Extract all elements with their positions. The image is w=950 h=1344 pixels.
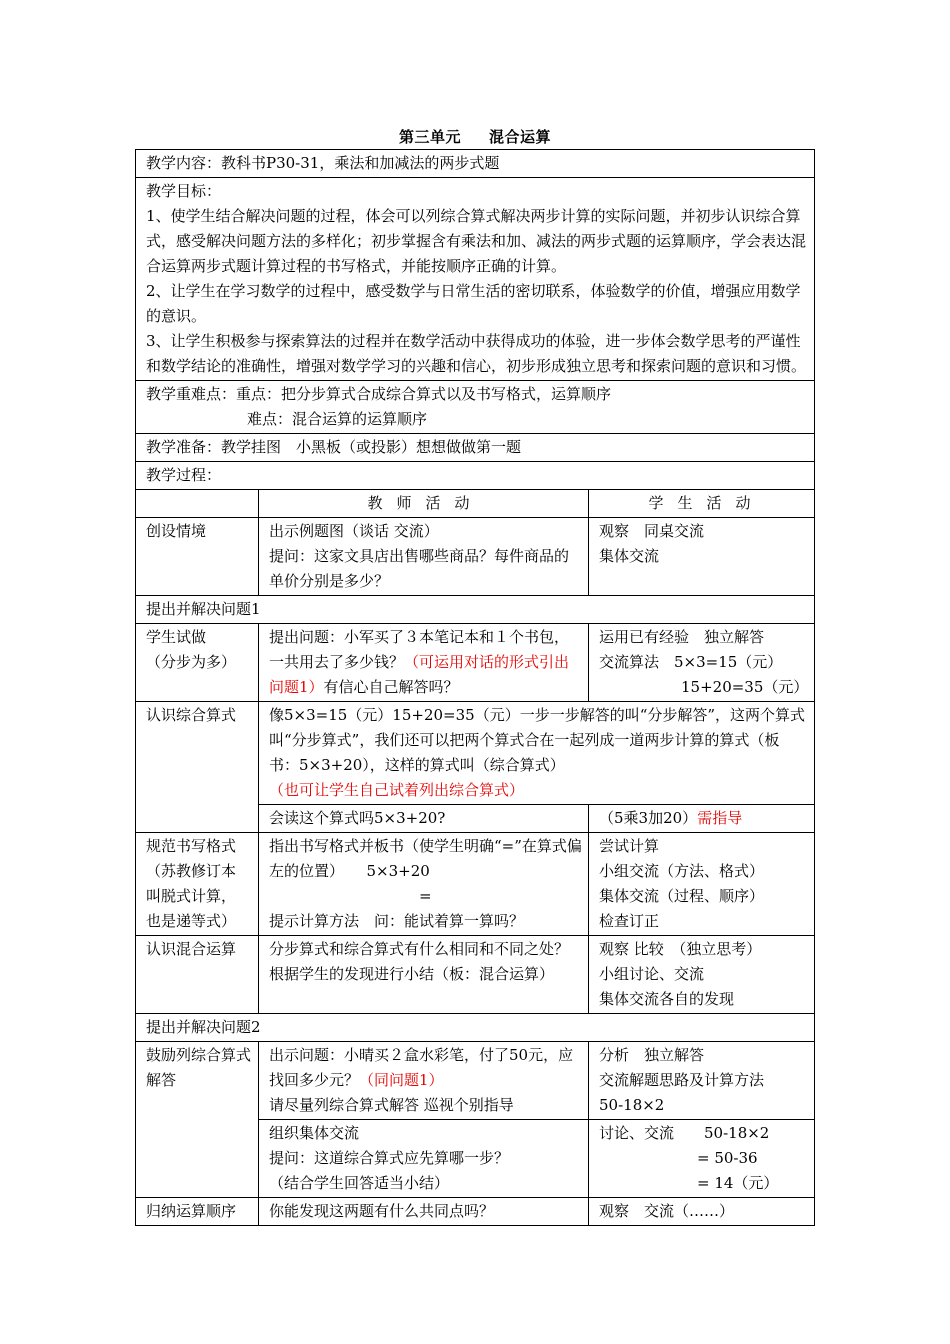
- teacher-activity: 提示计算方法 问：能试着算一算吗？: [269, 912, 525, 930]
- prep-text: 教学准备：教学挂图 小黑板（或投影）想想做做第一题: [146, 438, 522, 456]
- student-activity: 交流算法 5×3=15（元）: [599, 653, 783, 671]
- key-point-line: 教学重难点：重点：把分步算式合成综合算式以及书写格式，运算顺序: [146, 385, 612, 403]
- problem-heading: 提出并解决问题2: [146, 1018, 261, 1036]
- student-activity: = 50-36: [697, 1149, 758, 1167]
- difficulty-line: 难点：混合运算的运算顺序: [247, 410, 428, 428]
- student-header: 学生活动: [648, 494, 765, 512]
- section-label: 叫脱式计算，: [146, 887, 237, 905]
- content-row: [135, 149, 815, 178]
- teacher-activity: 出示例题图（谈话 交流）: [269, 522, 439, 540]
- unit-topic: 混合运算: [489, 128, 552, 146]
- teacher-activity: 根据学生的发现进行小结（板：混合运算）: [269, 965, 555, 983]
- section-label: 创设情境: [136, 518, 259, 595]
- lesson-plan-table: [135, 149, 815, 1226]
- teacher-activity: 出示问题：小晴买２盒水彩笔，付了50元，应找回多少元？（同问题1）: [269, 1046, 574, 1089]
- goals-heading: 教学目标：: [146, 182, 222, 200]
- section-label: 也是递等式）: [146, 912, 237, 930]
- section-label: （分步为多）: [146, 653, 237, 671]
- section-label: 归纳运算顺序: [136, 1198, 259, 1225]
- section-label: 认识混合运算: [136, 936, 259, 1013]
- student-activity: 观察 比较 （独立思考）: [599, 940, 762, 958]
- goal-item-3: 3、让学生积极参与探索算法的过程并在数学活动中获得成功的体验，进一步体会数学思考的严谨性和数学结论的准确性，增强对数学学习的兴趣和信心，初步形成独立思考和探索问题的意识和习惯。: [146, 332, 807, 375]
- teacher-header: 教师活动: [259, 490, 589, 517]
- section-row: [135, 1042, 815, 1198]
- section-label: 认识综合算式: [136, 702, 259, 832]
- key-points-row: [135, 381, 815, 434]
- goals-row: [135, 178, 815, 381]
- teacher-activity: 会读这个算式吗5×3+20?: [259, 805, 589, 832]
- section-label: （苏教修订本: [146, 862, 237, 880]
- student-activity: 检查订正: [599, 912, 660, 930]
- formula-line: =: [419, 887, 432, 905]
- goal-item-1: 1、使学生结合解决问题的过程，体会可以列综合算式解决两步计算的实际问题，并初步认识综合算式，感受解决问题方法的多样化；初步掌握含有乘法和加、减法的两步式题的运算顺序，学会表达混合运算两步式题计算过程的书写格式，并能按顺序正确的计算。: [146, 207, 807, 275]
- teacher-activity: 提出问题：小军买了３本笔记本和１个书包，一共用去了多少钱？（可运用对话的形式引出问题1）有信心自己解答吗？: [269, 628, 570, 696]
- student-activity: 集体交流各自的发现: [599, 990, 735, 1008]
- teacher-activity: 指出书写格式并板书（使学生明确“=”在算式偏左的位置） 5×3+20: [269, 837, 582, 880]
- content-text: 教学内容：教科书P30-31，乘法和加减法的两步式题: [146, 154, 500, 172]
- teacher-activity: （结合学生回答适当小结）: [269, 1174, 450, 1192]
- student-activity: 15+20=35（元）: [681, 678, 809, 696]
- section-label: 规范书写格式: [146, 837, 237, 855]
- goal-item-2: 2、让学生在学习数学的过程中，感受数学与日常生活的密切联系，体验数学的价值，增强应用数学的意识。: [146, 282, 801, 325]
- problem-heading-row: [135, 1014, 815, 1042]
- prep-row: [135, 434, 815, 462]
- teacher-activity: 请尽量列综合算式解答 巡视个别指导: [269, 1096, 514, 1114]
- section-row: [135, 518, 815, 596]
- section-row: [135, 1198, 815, 1226]
- section-label: 学生试做: [146, 628, 207, 646]
- column-header-row: [135, 490, 815, 518]
- teacher-activity: 分步算式和综合算式有什么相同和不同之处？: [269, 940, 570, 958]
- teacher-activity: 你能发现这两题有什么共同点吗？: [259, 1198, 589, 1225]
- student-activity: 50-18×2: [599, 1096, 665, 1114]
- student-activity: 观察 同桌交流: [599, 522, 705, 540]
- student-activity: 集体交流: [599, 547, 660, 565]
- teacher-activity: 提问：这家文具店出售哪些商品？每件商品的单价分别是多少？: [269, 547, 570, 590]
- problem-heading-row: [135, 596, 815, 624]
- section-label: 鼓励列综合算式解答: [136, 1042, 259, 1197]
- student-activity: 分析 独立解答: [599, 1046, 705, 1064]
- page-title: [0, 126, 950, 147]
- student-activity: 运用已有经验 独立解答: [599, 628, 765, 646]
- problem-heading: 提出并解决问题1: [146, 600, 261, 618]
- student-activity: 小组交流（方法、格式）: [599, 862, 765, 880]
- teaching-note: （也可让学生自己试着列出综合算式）: [269, 781, 525, 799]
- teacher-activity: 像5×3=15（元）15+20=35（元）一步一步解答的叫“分步解答”，这两个算式叫“分步算式”，我们还可以把两个算式合在一起列成一道两步计算的算式（板书：5×3+20），这样的算式叫（综合算式）: [269, 706, 806, 774]
- section-row: [135, 624, 815, 702]
- student-activity: 集体交流（过程、顺序）: [599, 887, 765, 905]
- student-activity: （5乘3加20）: [599, 809, 698, 827]
- teacher-activity: 组织集体交流: [269, 1124, 360, 1142]
- student-activity: = 14（元）: [697, 1174, 779, 1192]
- section-row: [135, 833, 815, 936]
- process-heading-row: [135, 462, 815, 490]
- section-row: [135, 702, 815, 833]
- student-activity: 尝试计算: [599, 837, 660, 855]
- student-activity: 交流解题思路及计算方法: [599, 1071, 765, 1089]
- process-heading: 教学过程：: [146, 466, 222, 484]
- section-row: [135, 936, 815, 1014]
- student-activity: 讨论、交流 50-18×2: [599, 1124, 770, 1142]
- student-activity: 观察 交流（……）: [599, 1202, 735, 1220]
- teacher-activity: 提问：这道综合算式应先算哪一步？: [269, 1149, 510, 1167]
- teaching-note: 需指导: [697, 809, 743, 827]
- student-activity: 小组讨论、交流: [599, 965, 705, 983]
- unit-label: 第三单元: [398, 128, 461, 146]
- teaching-note: （可运用对话的形式引出问题1）: [269, 653, 570, 696]
- teaching-note: （同问题1）: [359, 1071, 444, 1089]
